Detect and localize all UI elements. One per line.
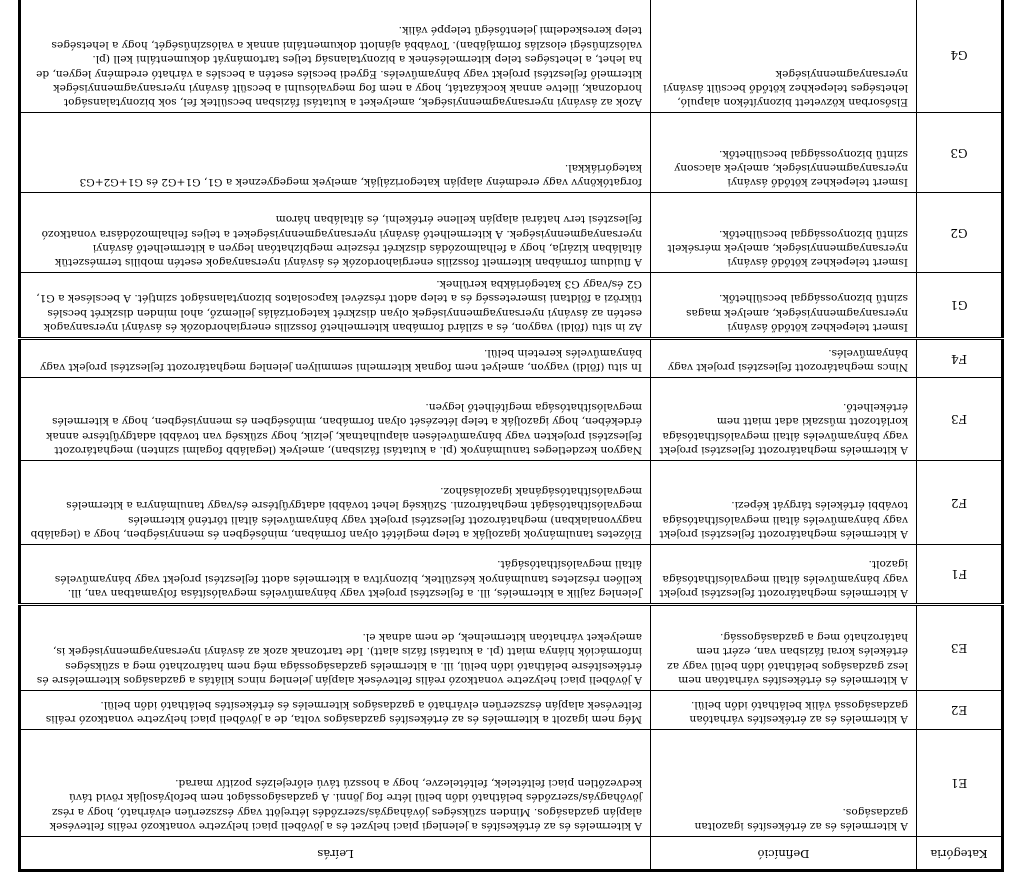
category-cell: F3: [917, 378, 1003, 461]
description-cell: Nagyon kezdetleges tanulmányok (pl. a kutatási fázisban), amelyek (legalább fogalmi szinten) meghatározott fejlesztési projekten vagy bányaművelésen alapulhatnak, jelzik, hogy szükség van további adatgyűjtésre annak érdekében, hogy igazolják a telep létezését olyan formában, minőségben és mennyiségben, hogy a kitermelés megvalósíthatósága megítélhető legyen.: [20, 378, 651, 461]
definition-cell: A kitermelés és értékesítés várhatóan nem lesz gazdaságos belátható időn belül vagy az értékelés korai fázisban van, ezért nem határozható meg a gazdaságosság.: [651, 605, 917, 691]
definition-cell: Ismert telepekhez kötődő ásványi nyersanyagmennyiségek, amelyek alacsony szintű bizonyossággal becsülhetők.: [651, 113, 917, 193]
description-cell: In situ (földi) vagyon, amelyet nem fognak kitermelni semmilyen jelenleg meghatározott fejlesztési projekt vagy bányaművelés keretein belül.: [20, 339, 651, 378]
category-cell: F4: [917, 339, 1003, 378]
category-cell: G1: [917, 273, 1003, 339]
table-row-e1: [20, 730, 1003, 837]
description-cell: Jelenleg zajlik a kitermelés, ill. a fejlesztési projekt vagy bányaművelés megvalósítása folyamatban van, ill. kellően részletes tanulmányok készültek, bizonyítva a kitermelés adott fejlesztési projekt vagy bányaművelés általi megvalósíthatóságát.: [20, 545, 651, 605]
description-cell: A kitermelés és az értékesítés a jelenlegi piaci helyzet és a jövőbeli piaci helyzetre vonatkozó reális feltevések alapján gazdaságos. Minden szükséges jóváhagyás/szerződés létrejött vagy észszerűen elvárható, hogy a rész jövőhagyás/szerződés belátható időn belül létre fog jönni. A gazdaságosságot nem befolyásolják rövid távú kedvezőtlen piaci feltételek, feltételezve, hogy a hosszú távú előrejelzés pozitív marad.: [20, 730, 651, 837]
table-row-e2: [20, 691, 1003, 730]
table-row-f3: [20, 378, 1003, 461]
category-cell: G4: [917, 0, 1003, 113]
definition-cell: Ismert telepekhez kötődő ásványi nyersanyagmennyiségek, amelyek mérsékelt szintű bizonyossággal becsülhetők.: [651, 193, 917, 273]
definition-cell: Nincs meghatározott fejlesztési projekt vagy bányaművelés.: [651, 339, 917, 378]
definition-cell: A kitermelés meghatározott fejlesztési projekt vagy bányaművelés általi megvalósíthatósága igazolt.: [651, 545, 917, 605]
definition-cell: Elsősorban közvetett bizonyítékon alapuló, lehetséges telepekhez kötődő becsült ásványi nyersanyagmennyiségek: [651, 0, 917, 113]
description-cell: forgatókönyv vagy eredmény alapján kategorizálják, amelyek megegyeznek a G1, G1+G2 és G1+G2+G3 kategóriákkal.: [20, 113, 651, 193]
category-cell: G2: [917, 193, 1003, 273]
category-cell: F1: [917, 545, 1003, 605]
table-row-g2: [20, 193, 1003, 273]
category-cell: G3: [917, 113, 1003, 193]
table-row-g4: [20, 0, 1003, 113]
category-cell: E1: [917, 730, 1003, 837]
definition-cell: A kitermelés meghatározott fejlesztési projekt vagy bányaművelés általi megvalósíthatósága korlátozott műszaki adat miatt nem értékelhető.: [651, 378, 917, 461]
description-cell: A fluidum formában kitermelt fosszilis energiahordozók és ásványi nyersanyagok esetén mobilis természetük általában kizárja, hogy a felhalmozódás diszkrét részeire megbízhatóan legyen a kitermelhető ásványi nyersanyagmennyiségek. A kitermelhető ásványi nyersanyagmennyiségeket a teljes felhalmozódásra vonatkozó fejlesztési terv határai alapján kellene értékelni, és általában három: [20, 193, 651, 273]
description-cell: Az in situ (földi) vagyon, és a szilárd formában kitermelhető fosszilis energiahordozók és ásványi nyersanyagok esetén az ásványi nyersanyagmennyiségek olyan diszkrét kategorizálás jellemző, ahol minden diszkrét becslés tükrözi a földtani ismeretesség és a telep adott részével kapcsolatos bizonytalanságot szintjét. A becslések a G1, G2 és/vagy G3 kategóriákba kerülnek.: [20, 273, 651, 339]
table-row-f4: [20, 339, 1003, 378]
description-cell: Előzetes tanulmányok igazolják a telep meglétét olyan formában, minőségben és mennyiségben, hogy a (legalább nagyvonalakban) meghatározott fejlesztési projekt vagy bányaművelés általi történő kitermelés megvalósíthatóságát meghatározni. Szükség lehet további adatgyűjtésre és/vagy tanulmányra a kitermelés megvalósíthatóságának igazolásához.: [20, 461, 651, 545]
definition-cell: A kitermelés meghatározott fejlesztési projekt vagy bányaművelés általi megvalósíthatósága további értékelés tárgyát képezi.: [651, 461, 917, 545]
definition-cell: Ismert telepekhez kötődő ásványi nyersanyagmennyiségek, amelyek magas szintű bizonyossággal becsülhetők.: [651, 273, 917, 339]
definition-cell: A kitermelés és az értékesítés igazoltan gazdaságos.: [651, 730, 917, 837]
description-cell: A jövőbeli piaci helyzetre vonatkozó reális feltevések alapján jelenleg nincs kilátás a gazdaságos kitermelésre és értékesítésre belátható időn belül, ill. a kitermelés gazdaságossága még nem határozható meg a szükséges információk hiánya miatt (pl. a kutatási fázis alatt). Ide tartoznak azok az ásványi nyersanyagmennyiségek is, amelyeket várhatóan kitermelnek, de nem adnak el.: [20, 605, 651, 691]
classification-table: [18, 0, 1004, 872]
table-row-g1: [20, 273, 1003, 339]
category-cell: E2: [917, 691, 1003, 730]
table-header-row: [20, 837, 1003, 871]
column-header-category: Kategória: [917, 837, 1003, 871]
column-header-description: Leírás: [20, 837, 651, 871]
category-cell: E3: [917, 605, 1003, 691]
column-header-definition: Definíció: [651, 837, 917, 871]
table-row-f1: [20, 545, 1003, 605]
table-row-f2: [20, 461, 1003, 545]
definition-cell: A kitermelés és az értékesítés várhatóan gazdaságossá válik belátható időn belül.: [651, 691, 917, 730]
category-cell: F2: [917, 461, 1003, 545]
table-row-g3: [20, 113, 1003, 193]
description-cell: Azok az ásványi nyersanyagmennyiségek, amelyeket a kutatási fázisban becsültek fel, sok bizonytalanságot hordoznak, illetve annak kockázatát, hogy a nem fog megvalósulni a becsült ásványi nyersanyagmennyiségek kitermelő fejlesztési projekt vagy bányaművelés. Egyedi becslés esetén a becslés a várható eredmény legyen, de ha lehet, a lehetséges telep kitermelésének a bizonytalanság teljes tartományát dokumentálni kell (pl. valószínűségi eloszlás formájában). Továbbá ajánlott dokumentálni annak a valószínűségét, hogy a lehetséges telep kereskedelmi jelentőségű teleppé válik.: [20, 0, 651, 113]
table-row-e3: [20, 605, 1003, 691]
description-cell: Még nem igazolt a kitermelés és az értékesítés gazdaságos volta, de a jövőbeli piaci helyzetre vonatkozó reális feltevések alapján észszerűen elvárható a gazdaságos kitermelés és értékesítés belátható időn belül.: [20, 691, 651, 730]
